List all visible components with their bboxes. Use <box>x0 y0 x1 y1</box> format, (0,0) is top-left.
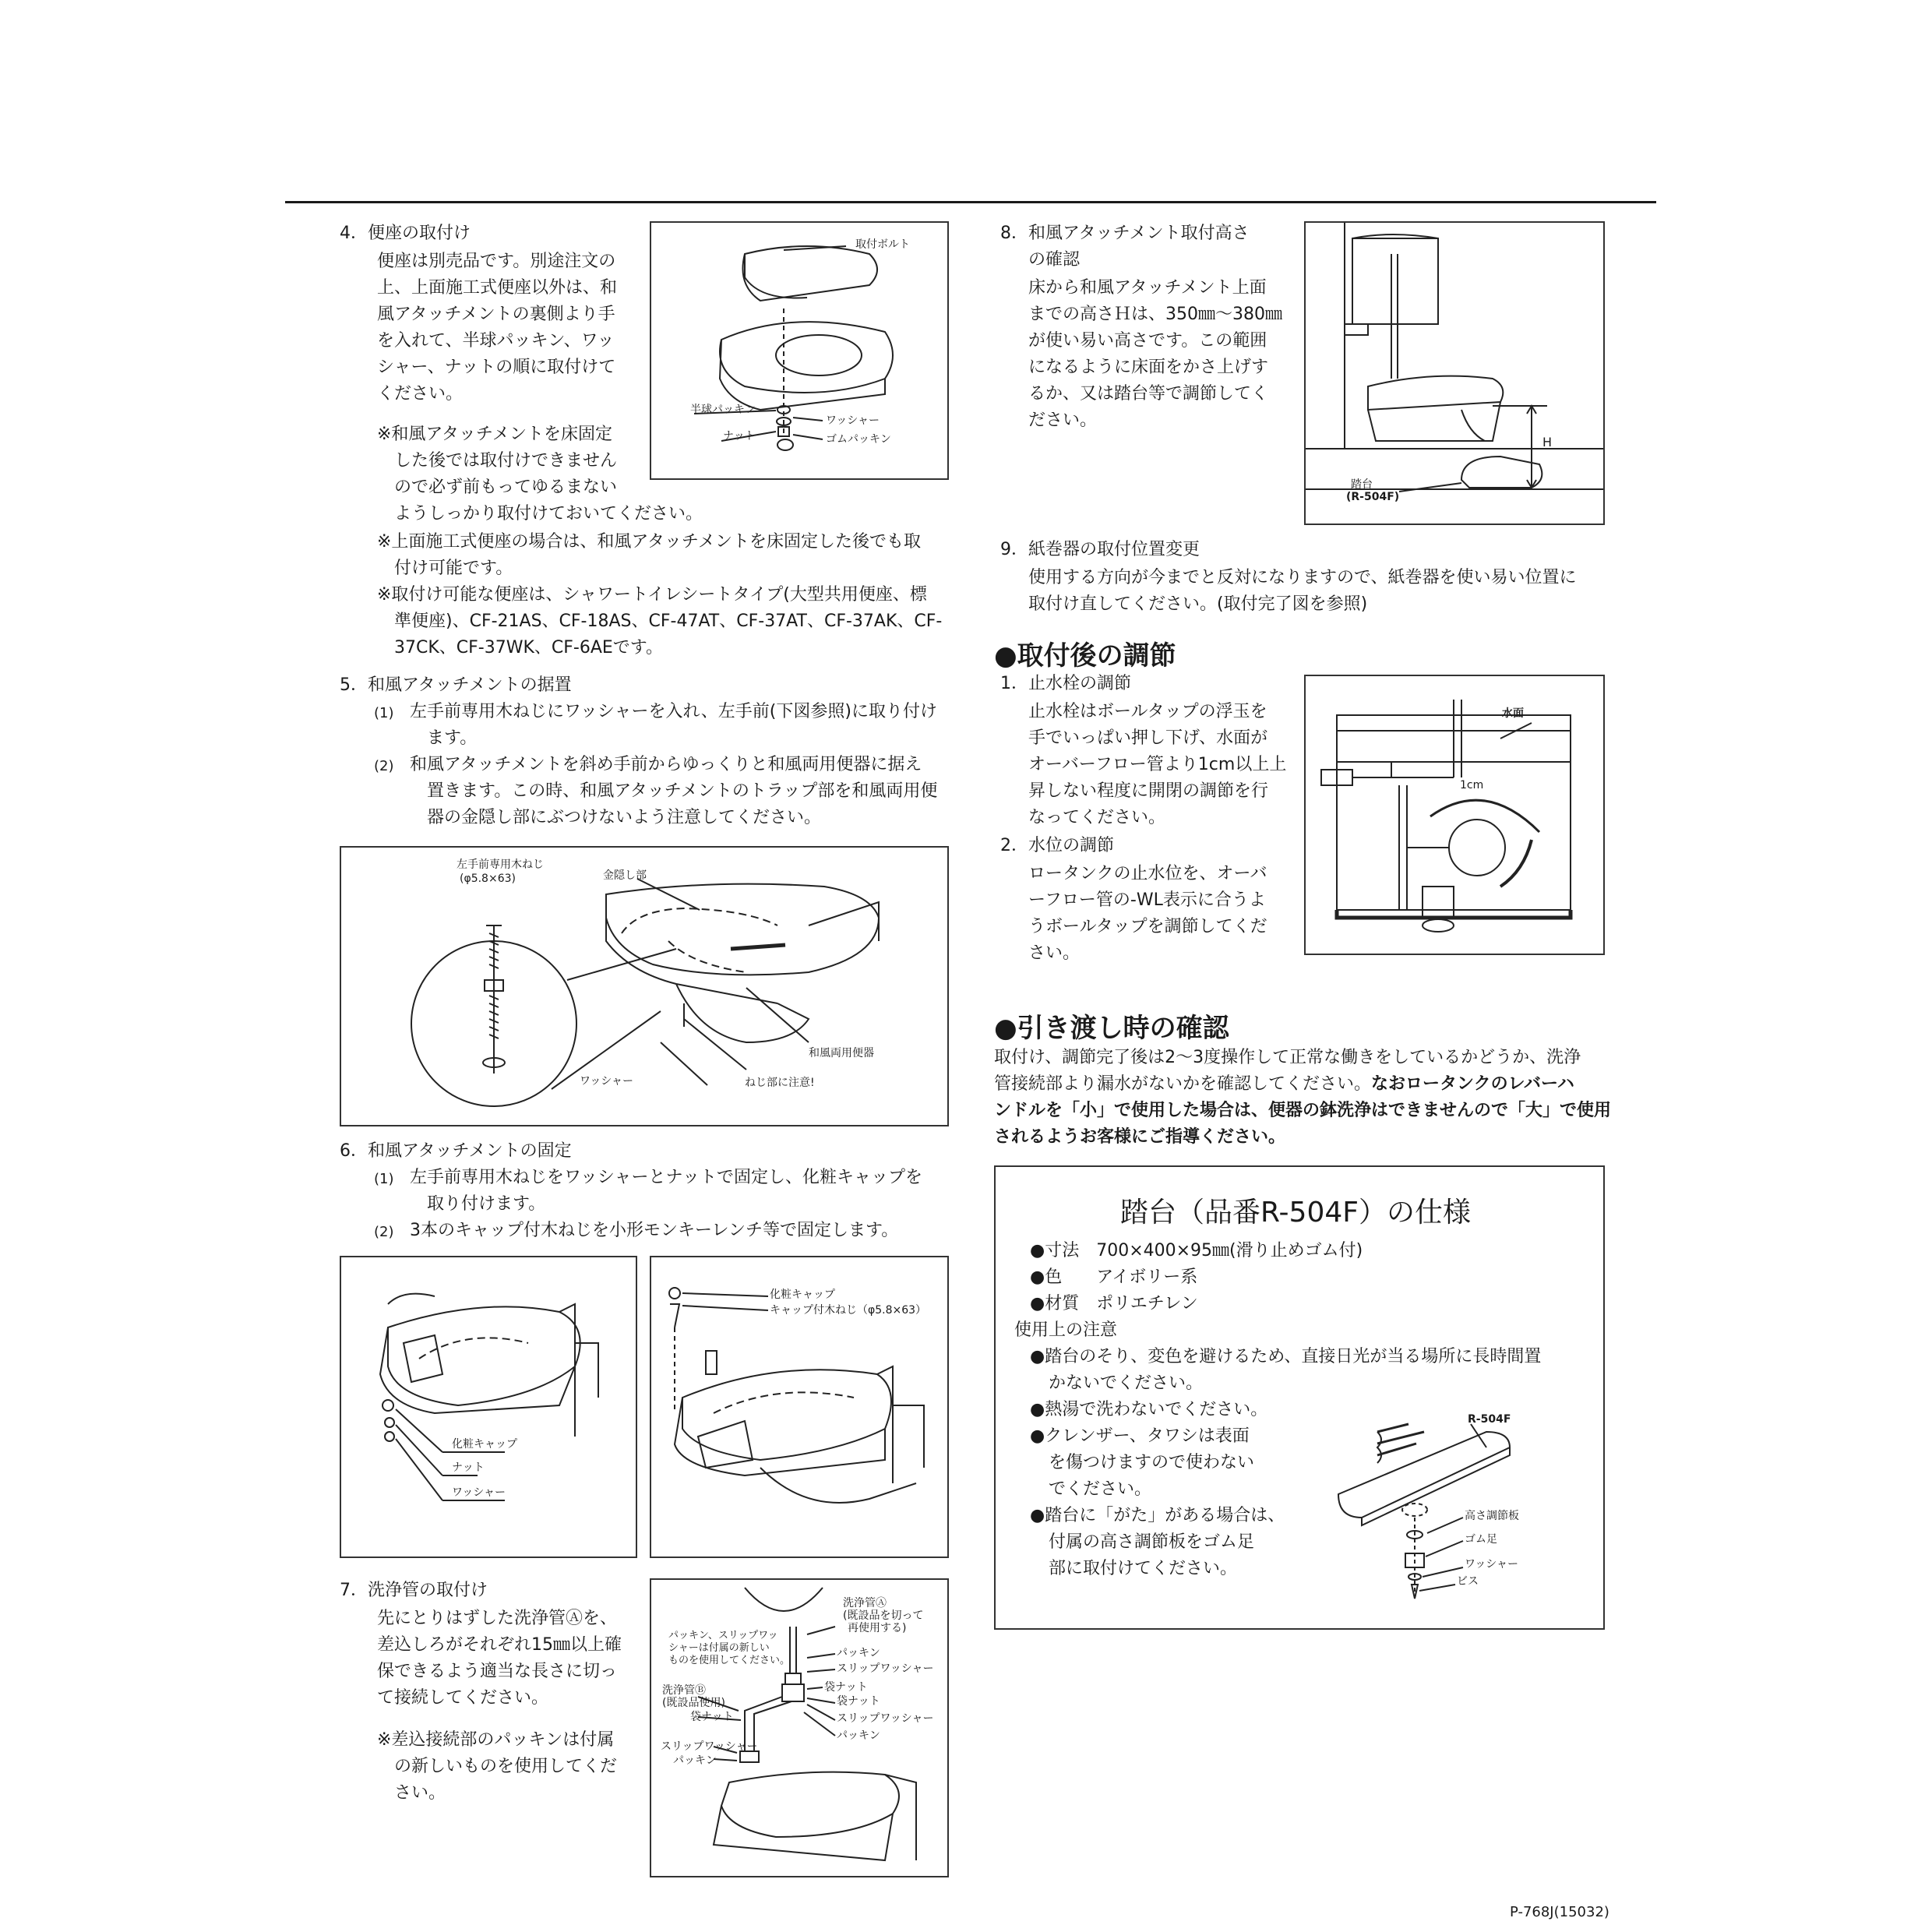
label-cap: 化粧キャップ <box>452 1438 517 1451</box>
label-screw: ビス <box>1457 1575 1479 1588</box>
label-nut: ナット <box>723 430 756 442</box>
section-7-title: 7．洗浄管の取付け <box>340 1581 488 1600</box>
label-washer: ワッシャー <box>826 414 880 427</box>
label-packing-top: パッキン <box>837 1647 880 1659</box>
label-water-surface: 水面 <box>1502 707 1524 720</box>
spec-caution-1b: かないでください。 <box>1049 1373 1204 1393</box>
adjust-step-2-title: 2．水位の調節 <box>1000 836 1114 855</box>
label-screw-name: 左手前専用木ねじ <box>457 858 544 871</box>
handover-heading: ●引き渡し時の確認 <box>994 1013 1229 1044</box>
label-step-stool: 踏台 <box>1351 478 1373 491</box>
label-packing-note-1: パッキン、スリップワッ <box>668 1630 778 1641</box>
figure-tank-adjust <box>1304 675 1605 955</box>
label-washer: ワッシャー <box>452 1486 506 1499</box>
section-8-title-line-1: 8．和風アタッチメント取付高さ <box>1000 224 1250 243</box>
spec-caution-title: 使用上の注意 <box>1014 1320 1118 1340</box>
label-pipe-a: 洗浄管Ⓐ <box>843 1597 887 1609</box>
section-9-title: 9．紙巻器の取付位置変更 <box>1000 540 1200 559</box>
label-slip-washer-top: スリップワッシャー <box>837 1662 934 1675</box>
spec-caution-3c: でください。 <box>1049 1479 1152 1499</box>
section-8-title-line-2: の確認 <box>1028 250 1081 270</box>
spec-size: ●寸法 700×400×95㎜(滑り止めゴム付) <box>1030 1241 1363 1260</box>
spec-caution-3b: を傷つけますので使わない <box>1049 1453 1255 1472</box>
label-packing-note-3: ものを使用してください。 <box>668 1655 791 1666</box>
tank-adjust-drawing <box>1306 676 1603 954</box>
label-washer: ワッシャー <box>1465 1558 1519 1571</box>
label-slip-washer-3: スリップワッシャー <box>661 1740 758 1753</box>
attachment-placement-drawing <box>341 848 947 1125</box>
step-stool-drawing <box>1331 1401 1564 1603</box>
label-packing-3: パッキン <box>673 1754 717 1767</box>
label-rubber-packing: ゴムパッキン <box>826 433 891 446</box>
adjust-heading: ●取付後の調節 <box>994 640 1176 672</box>
spec-caution-4b: 付属の高さ調節板をゴム足 <box>1049 1532 1255 1552</box>
figure-cap-fixing <box>340 1256 637 1558</box>
label-bag-nut-3: 袋ナット <box>690 1711 734 1723</box>
label-pipe-b: 洗浄管Ⓑ <box>662 1684 706 1697</box>
figure-flush-pipe <box>650 1578 949 1877</box>
spec-color: ●色 アイボリー系 <box>1030 1267 1198 1287</box>
spec-caution-1: ●踏台のそり、変色を避けるため、直接日光が当る場所に長時間置 <box>1030 1347 1542 1366</box>
spec-material: ●材質 ポリエチレン <box>1030 1294 1198 1313</box>
header-rule <box>285 201 1656 203</box>
label-1cm: 1cm <box>1460 779 1484 791</box>
label-pipe-a-note-2: 再使用する) <box>848 1622 907 1634</box>
section-6-title: 6．和風アタッチメントの固定 <box>340 1141 572 1161</box>
label-bowl: 和風両用便器 <box>809 1047 874 1059</box>
label-packing-2: パッキン <box>837 1729 880 1742</box>
spec-caution-2: ●熱湯で洗わないでください。 <box>1030 1400 1268 1419</box>
label-capped-screw: キャップ付木ねじ（φ5.8×63） <box>770 1304 927 1317</box>
capped-screws-drawing <box>651 1257 947 1557</box>
label-bag-nut-top: 袋ナット <box>824 1681 868 1694</box>
figure-height-check <box>1304 221 1605 525</box>
label-caution: ねじ部に注意! <box>745 1077 815 1089</box>
section-4-title: 4．便座の取付け <box>340 224 471 243</box>
spec-caution-4c: 部に取付けてください。 <box>1049 1559 1238 1578</box>
label-packing-note-2: シャーは付属の新しい <box>668 1642 770 1654</box>
label-rubber-foot: ゴム足 <box>1465 1533 1497 1546</box>
seat-install-drawing <box>651 223 947 478</box>
label-kinkakushi: 金隠し部 <box>603 869 647 882</box>
label-bag-nut-2: 袋ナット <box>837 1695 880 1708</box>
label-step-model: (R-504F) <box>1346 491 1400 503</box>
label-height-plate: 高さ調節板 <box>1465 1510 1519 1522</box>
label-screw-size: (φ5.8×63) <box>460 873 516 885</box>
figure-attachment-placement <box>340 846 949 1126</box>
spec-box <box>994 1165 1605 1630</box>
adjust-step-1-title: 1．止水栓の調節 <box>1000 674 1131 693</box>
label-pipe-b-note: (既設品使用) <box>662 1697 725 1709</box>
spec-caution-4: ●踏台に「がた」がある場合は、 <box>1030 1506 1285 1525</box>
label-washer: ワッシャー <box>580 1075 634 1088</box>
label-model: R-504F <box>1468 1413 1511 1426</box>
step-stool-figure <box>1331 1401 1564 1603</box>
spec-title: 踏台（品番R-504F）の仕様 <box>1120 1197 1471 1229</box>
label-cap: 化粧キャップ <box>770 1289 835 1301</box>
label-pipe-a-note-1: (既設品を切って <box>843 1609 924 1622</box>
label-bolt: 取付ボルト <box>855 238 910 251</box>
spec-caution-3: ●クレンザー、タワシは表面 <box>1030 1426 1250 1446</box>
section-5-title: 5．和風アタッチメントの据置 <box>340 675 572 695</box>
footer-code: P-768J(15032) <box>1510 1904 1609 1920</box>
label-hemi-packing: 半球パッキン <box>690 404 756 416</box>
cap-fixing-drawing <box>341 1257 636 1557</box>
figure-seat-install <box>650 221 949 480</box>
figure-capped-screws <box>650 1256 949 1558</box>
label-nut: ナット <box>452 1461 485 1474</box>
label-slip-washer-2: スリップワッシャー <box>837 1712 934 1725</box>
label-height-h: H <box>1542 435 1553 450</box>
